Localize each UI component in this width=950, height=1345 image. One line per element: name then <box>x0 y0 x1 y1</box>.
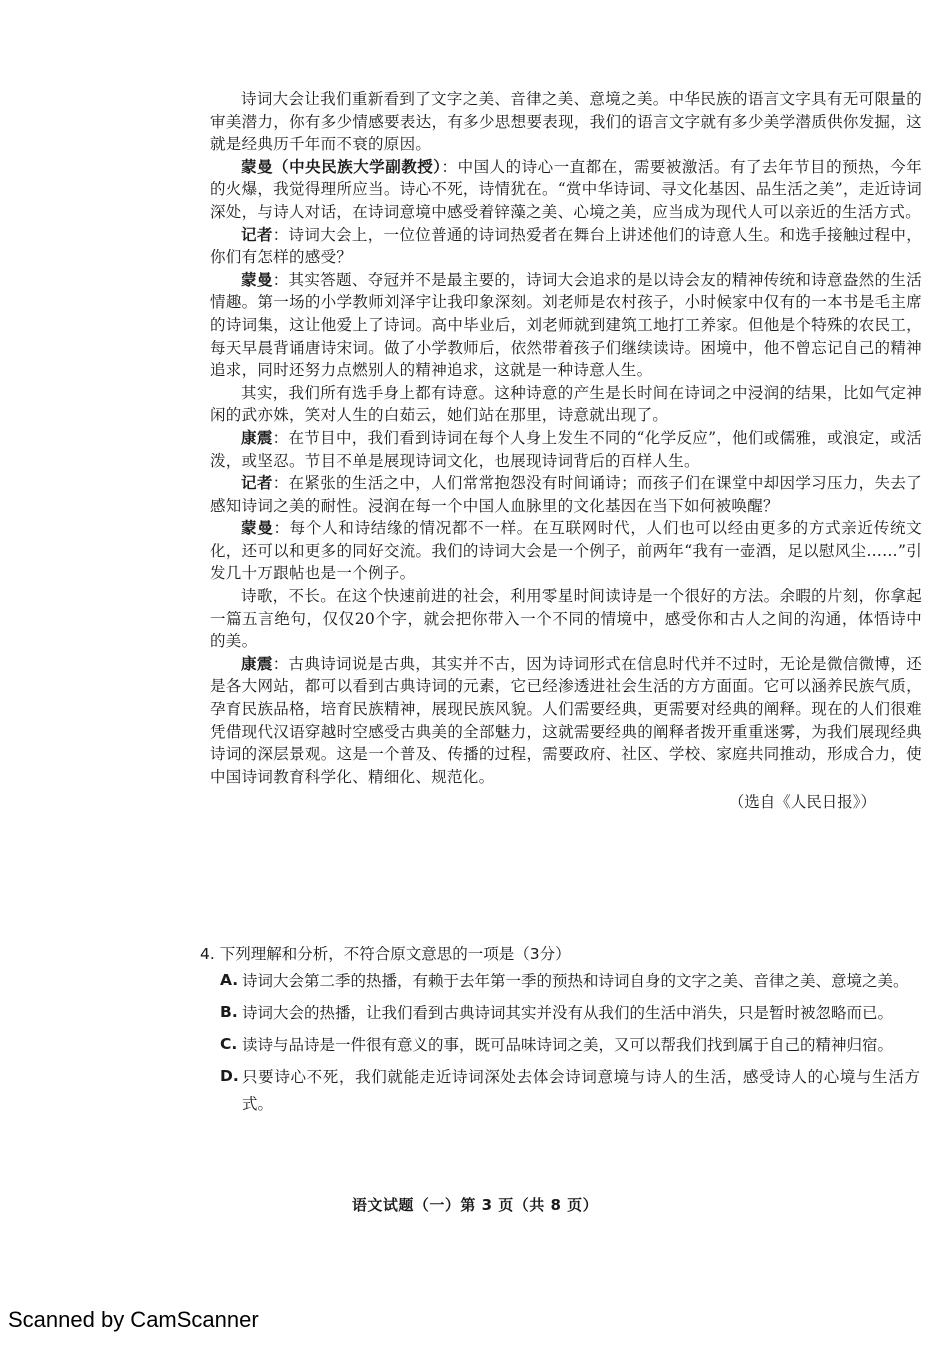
paragraph-text: ：诗词大会上，一位位普通的诗词热爱者在舞台上讲述他们的诗意人生。和选手接触过程中，你们有怎样的感受？ <box>210 225 922 267</box>
paragraph-text: ：在紧张的生活之中，人们常常抱怨没有时间诵诗；而孩子们在课堂中却因学习压力，失去了感知诗词之美的耐性。浸润在每一个中国人血脉里的文化基因在当下如何被唤醒？ <box>210 474 922 515</box>
article-source: （选自《人民日报》） <box>728 793 876 812</box>
option-d <box>220 1064 920 1118</box>
speaker-label: 蒙曼（中央民族大学副教授） <box>241 157 442 176</box>
option-text: 只要诗心不死，我们就能走近诗词深处去体会诗词意境与诗人的生活，感受诗人的心境与生活方式。 <box>242 1068 920 1113</box>
speaker-label: 康震 <box>241 428 273 447</box>
paragraph-text: ：中国人的诗心一直都在，需要被激活。有了去年节目的预热，今年的火爆，我觉得理所应当。诗心不死，诗情犹在。“赏中华诗词、寻文化基因、品生活之美”，走近诗词深处，与诗人对话，在诗词意境中感受着锌藻之美、心境之美，应当成为现代人可以亲近的生活方式。 <box>210 157 922 221</box>
speaker-label: 记者 <box>241 474 273 493</box>
paragraph-text: 其实，我们所有选手身上都有诗意。这种诗意的产生是长时间在诗词之中浸润的结果，比如气定神闲的武亦姝，笑对人生的白茹云，她们站在那里，诗意就出现了。 <box>210 383 922 425</box>
option-a <box>220 968 920 995</box>
speaker-label: 蒙曼 <box>241 519 274 538</box>
article-paragraph <box>210 382 922 427</box>
article-paragraph <box>210 427 922 472</box>
option-text: 诗词大会的热播，让我们看到古典诗词其实并没有从我们的生活中消失，只是暂时被忽略而已。 <box>242 1004 894 1022</box>
scanner-watermark: Scanned by CamScanner <box>8 1307 259 1332</box>
option-letter: A. <box>220 971 239 989</box>
paragraph-text: ：古典诗词说是古典，其实并不古，因为诗词形式在信息时代并不过时，无论是微信微博，还是各大网站，都可以看到古典诗词的元素，它已经渗透进社会生活的方方面面。它可以涵养民族气质，孕育民族品格，培育民族精神，展现民族风貌。人们需要经典，更需要对经典的阐释。现在的人们很难凭借现代汉语穿越时空感受古典美的全部魅力，这就需要经典的阐释者拨开重重迷雾，为我们展现经典诗词的深层景观。这是一个普及、传播的过程，需要政府、社区、学校、家庭共同推动，形成合力，使中国诗词教育科学化、精细化、规范化。 <box>210 654 922 786</box>
option-letter: C. <box>220 1035 238 1053</box>
article-paragraph <box>210 88 922 156</box>
article-paragraph <box>210 653 922 789</box>
question-stem: 4. 下列理解和分析，不符合原文意思的一项是（3分） <box>200 945 571 963</box>
page-footer: 语文试题（一）第 3 页（共 8 页） <box>351 1196 599 1214</box>
speaker-label: 康震 <box>241 654 273 673</box>
option-text: 读诗与品诗是一件很有意义的事，既可品味诗词之美，又可以帮我们找到属于自己的精神归宿。 <box>242 1036 894 1054</box>
article-paragraph <box>210 585 922 653</box>
option-letter: D. <box>220 1067 239 1085</box>
option-b <box>220 1000 920 1027</box>
article-body <box>210 88 922 814</box>
article-paragraph <box>210 269 922 382</box>
option-letter: B. <box>220 1003 238 1021</box>
article-paragraph <box>210 472 922 517</box>
article-paragraph <box>210 517 922 585</box>
article-paragraph <box>210 156 922 224</box>
paragraph-text: 诗歌，不长。在这个快速前进的社会，利用零星时间读诗是一个很好的方法。余暇的片刻，你拿起一篇五言绝句，仅仅20个字，就会把你带入一个不同的情境中，感受你和古人之间的沟通，体悟诗中的美。 <box>210 587 922 651</box>
question-4 <box>200 942 920 1123</box>
article-paragraph <box>210 224 922 269</box>
option-c <box>220 1032 920 1059</box>
paragraph-text: ：在节目中，我们看到诗词在每个人身上发生不同的“化学反应”，他们或儒雅，或浪定，或活泼，或坚忍。节目不单是展现诗词文化，也展现诗词背后的百样人生。 <box>210 428 923 470</box>
paragraph-text: 诗词大会让我们重新看到了文字之美、音律之美、意境之美。中华民族的语言文字具有无可限量的审美潜力，你有多少情感要表达，有多少思想要表现，我们的语言文字就有多少美学潜质供你发掘，这就是经典历千年而不衰的原因。 <box>210 90 922 154</box>
option-text: 诗词大会第二季的热播，有赖于去年第一季的预热和诗词自身的文字之美、音律之美、意境之美。 <box>242 972 909 990</box>
paragraph-text: ：每个人和诗结缘的情况都不一样。在互联网时代，人们也可以经由更多的方式亲近传统文化，还可以和更多的同好交流。我们的诗词大会是一个例子，前两年“我有一壶酒，足以慰风尘……”引发几十万跟帖也是一个例子。 <box>210 519 922 583</box>
speaker-label: 记者 <box>241 225 273 244</box>
speaker-label: 蒙曼 <box>241 270 273 289</box>
paragraph-text: ：其实答题、夺冠并不是最主要的，诗词大会追求的是以诗会友的精神传统和诗意盎然的生活情趣。第一场的小学教师刘泽宇让我印象深刻。刘老师是农村孩子，小时候家中仅有的一本书是毛主席的诗词集，这让他爱上了诗词。高中毕业后，刘老师就到建筑工地打工养家。但他是个特殊的农民工，每天早晨背诵唐诗宋词。做了小学教师后，依然带着孩子们继续读诗。困境中，他不曾忘记自己的精神追求，同时还努力点燃别人的精神追求，这就是一种诗意人生。 <box>210 270 922 380</box>
